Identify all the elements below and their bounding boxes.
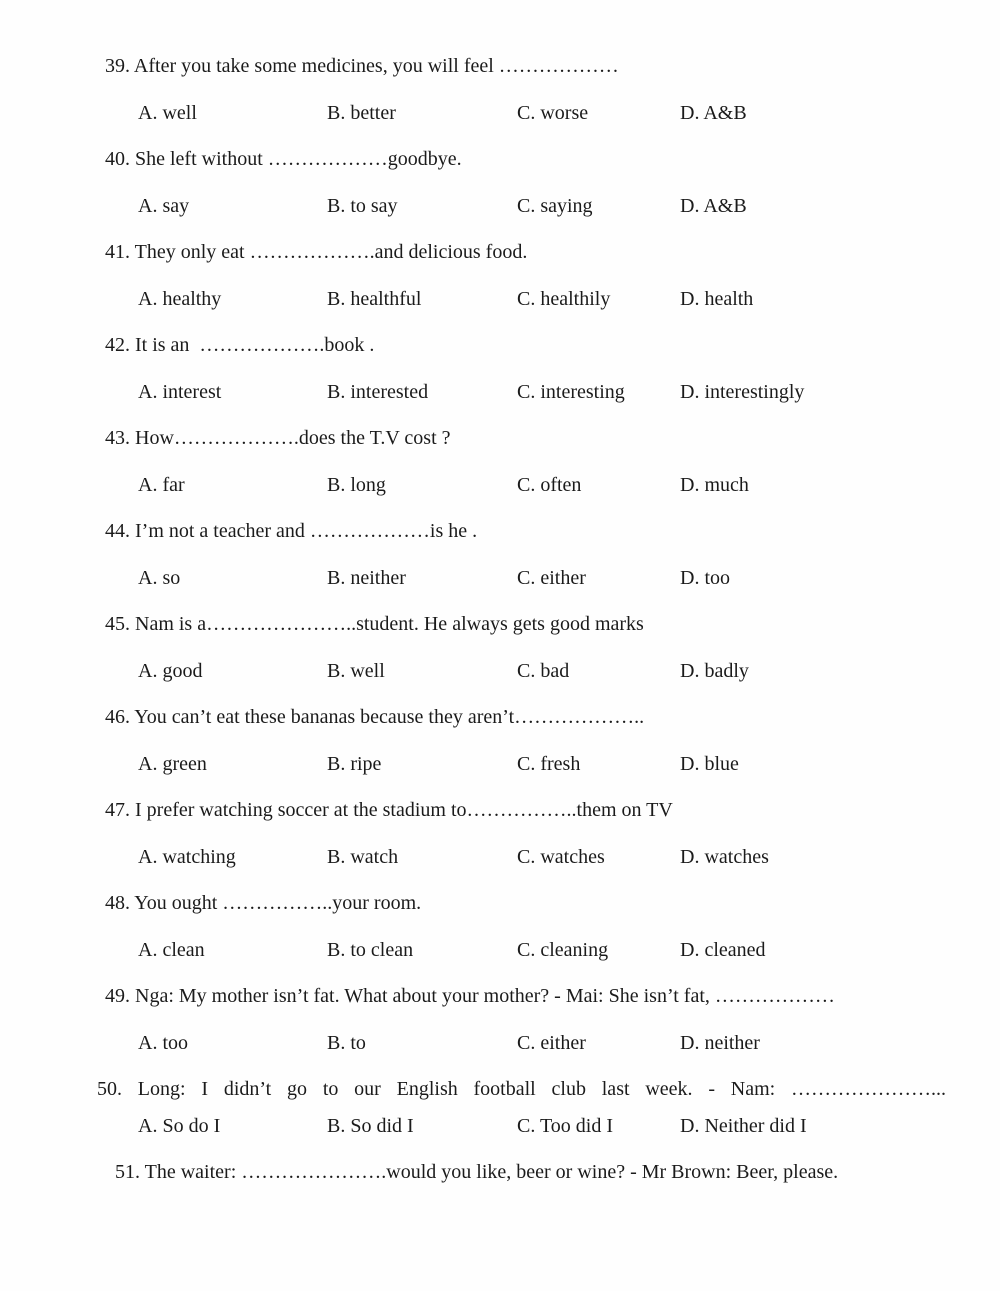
option-c-q43[interactable]: C. often (517, 474, 582, 496)
options-row (0, 289, 1000, 310)
option-d-q45[interactable]: D. badly (680, 660, 749, 682)
option-a-q45[interactable]: A. good (138, 660, 203, 682)
question-text: I prefer watching soccer at the stadium to……………..them on TV (135, 799, 673, 821)
option-d-q44[interactable]: D. too (680, 567, 730, 589)
option-a-q50[interactable]: A. So do I (138, 1115, 221, 1137)
option-c-q42[interactable]: C. interesting (517, 381, 625, 403)
question-number: 44. (105, 520, 130, 542)
question-text: The waiter: ………………….would you like, beer or wine? - Mr Brown: Beer, please. (144, 1161, 839, 1183)
option-d-q40[interactable]: D. A&B (680, 195, 747, 217)
option-c-q44[interactable]: C. either (517, 567, 586, 589)
question-number: 51. (115, 1161, 140, 1183)
option-a-q47[interactable]: A. watching (138, 846, 236, 868)
option-d-q42[interactable]: D. interestingly (680, 381, 805, 403)
question-text: Long: I didn’t go to our English football club last week. - Nam: …………………... (137, 1078, 946, 1100)
option-a-q48[interactable]: A. clean (138, 939, 205, 961)
option-b-q42[interactable]: B. interested (327, 381, 429, 403)
question-block-39 (0, 56, 1000, 124)
question-block-48 (0, 893, 1000, 961)
option-c-q48[interactable]: C. cleaning (517, 939, 609, 961)
option-b-q50[interactable]: B. So did I (327, 1115, 414, 1137)
option-a-q40[interactable]: A. say (138, 195, 190, 217)
option-c-q47[interactable]: C. watches (517, 846, 605, 868)
question-number: 47. (105, 799, 130, 821)
option-b-q48[interactable]: B. to clean (327, 939, 414, 961)
option-b-q43[interactable]: B. long (327, 474, 386, 496)
question-line (105, 335, 960, 356)
question-number: 50. (97, 1078, 122, 1100)
option-d-q48[interactable]: D. cleaned (680, 939, 766, 961)
option-a-q44[interactable]: A. so (138, 567, 181, 589)
question-line (115, 1162, 960, 1183)
question-line (105, 893, 960, 914)
question-number: 49. (105, 985, 130, 1007)
option-a-q39[interactable]: A. well (138, 102, 197, 124)
option-c-q41[interactable]: C. healthily (517, 288, 611, 310)
option-b-q47[interactable]: B. watch (327, 846, 399, 868)
option-b-q49[interactable]: B. to (327, 1032, 366, 1054)
question-text: You ought ……………..your room. (134, 892, 422, 914)
question-block-49 (0, 986, 1000, 1054)
option-c-q40[interactable]: C. saying (517, 195, 593, 217)
option-b-q41[interactable]: B. healthful (327, 288, 422, 310)
question-number: 42. (105, 334, 130, 356)
option-a-q43[interactable]: A. far (138, 474, 185, 496)
options-row (0, 568, 1000, 589)
question-text: I’m not a teacher and ………………is he . (135, 520, 478, 542)
question-line (105, 614, 960, 635)
option-b-q46[interactable]: B. ripe (327, 753, 382, 775)
question-line (105, 986, 960, 1007)
question-block-47 (0, 800, 1000, 868)
question-number: 40. (105, 148, 130, 170)
option-d-q47[interactable]: D. watches (680, 846, 769, 868)
options-row (0, 382, 1000, 403)
option-a-q49[interactable]: A. too (138, 1032, 188, 1054)
option-c-q39[interactable]: C. worse (517, 102, 589, 124)
option-d-q50[interactable]: D. Neither did I (680, 1115, 807, 1137)
question-line (105, 521, 960, 542)
question-text: She left without ………………goodbye. (135, 148, 462, 170)
option-c-q45[interactable]: C. bad (517, 660, 570, 682)
question-number: 43. (105, 427, 130, 449)
options-row (0, 847, 1000, 868)
options-row (0, 475, 1000, 496)
option-d-q41[interactable]: D. health (680, 288, 754, 310)
question-block-42 (0, 335, 1000, 403)
question-text: Nga: My mother isn’t fat. What about your mother? - Mai: She isn’t fat, ……………… (135, 985, 835, 1007)
question-list (0, 56, 1000, 1183)
question-block-44 (0, 521, 1000, 589)
question-block-40 (0, 149, 1000, 217)
options-row (0, 103, 1000, 124)
option-c-q46[interactable]: C. fresh (517, 753, 581, 775)
question-line (105, 242, 960, 263)
question-line (105, 56, 960, 77)
question-text: They only eat ……………….and delicious food. (134, 241, 528, 263)
option-d-q46[interactable]: D. blue (680, 753, 739, 775)
option-d-q39[interactable]: D. A&B (680, 102, 747, 124)
question-text: How……………….does the T.V cost ? (135, 427, 451, 449)
option-a-q46[interactable]: A. green (138, 753, 207, 775)
options-row (0, 940, 1000, 961)
question-line (105, 428, 960, 449)
option-b-q40[interactable]: B. to say (327, 195, 398, 217)
option-d-q49[interactable]: D. neither (680, 1032, 760, 1054)
question-line (97, 1079, 946, 1100)
question-number: 39. (105, 55, 130, 77)
question-text: You can’t eat these bananas because they aren’t……………….. (134, 706, 645, 728)
question-number: 46. (105, 706, 130, 728)
question-block-45 (0, 614, 1000, 682)
options-row (0, 754, 1000, 775)
question-line (105, 707, 960, 728)
option-c-q49[interactable]: C. either (517, 1032, 586, 1054)
option-b-q39[interactable]: B. better (327, 102, 396, 124)
question-text: It is an ……………….book . (135, 334, 375, 356)
option-b-q45[interactable]: B. well (327, 660, 385, 682)
question-number: 41. (105, 241, 130, 263)
question-block-43 (0, 428, 1000, 496)
option-a-q42[interactable]: A. interest (138, 381, 222, 403)
options-row (0, 196, 1000, 217)
options-row (0, 1033, 1000, 1054)
question-number: 45. (105, 613, 130, 635)
option-c-q50[interactable]: C. Too did I (517, 1115, 614, 1137)
option-d-q43[interactable]: D. much (680, 474, 749, 496)
question-text: After you take some medicines, you will feel ……………… (133, 55, 619, 77)
question-number: 48. (105, 892, 130, 914)
options-row (0, 1116, 1000, 1137)
option-a-q41[interactable]: A. healthy (138, 288, 222, 310)
question-block-51 (0, 1162, 1000, 1183)
question-block-46 (0, 707, 1000, 775)
question-line (105, 800, 960, 821)
options-row (0, 661, 1000, 682)
question-line (105, 149, 960, 170)
question-block-50 (0, 1079, 1000, 1137)
option-b-q44[interactable]: B. neither (327, 567, 406, 589)
question-block-41 (0, 242, 1000, 310)
question-text: Nam is a…………………..student. He always gets good marks (135, 613, 644, 635)
